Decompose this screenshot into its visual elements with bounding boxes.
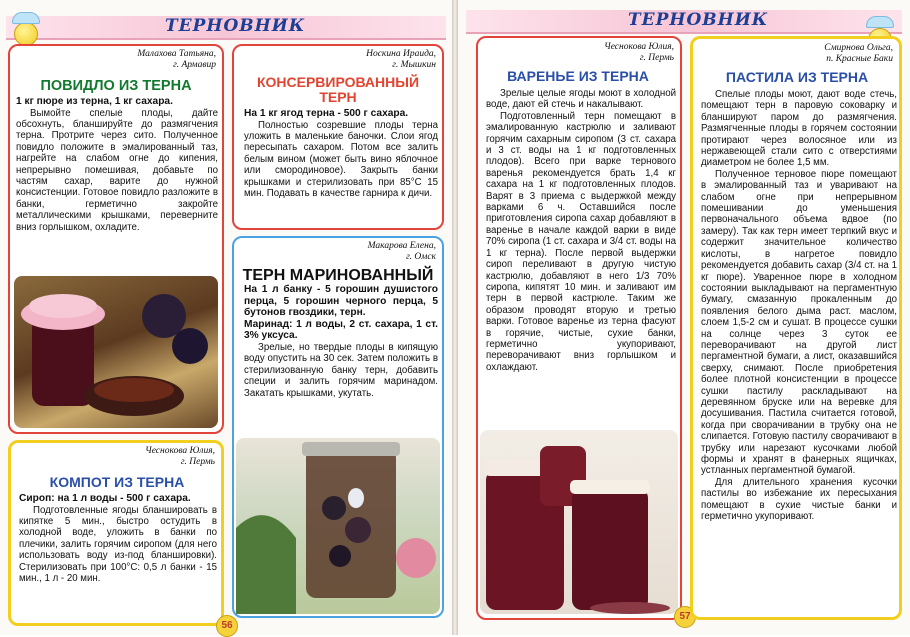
recipe-konservirovanny: [232, 44, 444, 230]
photo-jam-jars: [480, 430, 678, 614]
chef-hat-icon: [12, 12, 40, 24]
smiley-chef-icon: [14, 22, 38, 46]
recipe-text: На 1 кг ягод терна - 500 г сахара. Полностью созревшие плоды терна уложить в маленькие баночки. Слои ягод пересыпать сахаром. Потом все залить белым вином (может быть вино яблочное или смородиновое). Закрыть банки крышками и стерилизовать при 85°С 15 мин. Подавать в качестве гарнира к дичи.: [244, 108, 438, 200]
left-page: [0, 0, 452, 635]
chef-hat-icon: [866, 16, 894, 28]
author: Носкина Ираида, г. Мышкин: [366, 49, 436, 70]
recipe-title: ВАРЕНЬЕ ИЗ ТЕРНА: [507, 68, 649, 84]
photo-jam-jar: [14, 276, 218, 428]
author: Макарова Елена, г. Омск: [367, 241, 436, 262]
pickled-jar-illustration: [236, 438, 440, 614]
photo-pickled-jar: [236, 438, 440, 614]
recipe-title: ПАСТИЛА ИЗ ТЕРНА: [725, 69, 869, 85]
recipe-pastila: [690, 36, 902, 620]
recipe-povidlo: [8, 44, 224, 434]
author: Чеснокова Юлия, г. Пермь: [604, 42, 674, 63]
author: Малахова Татьяна, г. Армавир: [137, 49, 216, 70]
right-page: [458, 0, 910, 635]
author: Смирнова Ольга, п. Красные Баки: [824, 43, 893, 64]
recipe-text: 1 кг пюре из терна, 1 кг сахара. Вымойте спелые плоды, дайте обсохнуть, бланшируйте до размягчения терна. Протрите через сито. Полученное повидло положите в эмалированный таз, нагрейте на слабом огне до кипения, непрерывно помешивая, добавьте по частям сахар, варите до нужной консистенции. Готовое повидло разложите в банки, герметично закройте металлическими крышками, переверните вниз горлышком, охладите.: [16, 96, 218, 233]
recipe-marinovanny: [232, 236, 444, 618]
page-number-left: 56: [216, 615, 238, 637]
page-title: ТЕРНОВНИК: [165, 16, 306, 36]
recipe-title: КОНСЕРВИРОВАННЫЙ ТЕРН: [256, 74, 420, 105]
recipe-varenie: [476, 36, 691, 622]
page-number-right: 57: [674, 606, 696, 628]
jam-jar-illustration: [14, 276, 218, 428]
author: Чеснокова Юлия, г. Пермь: [145, 446, 215, 467]
recipe-title: КОМПОТ ИЗ ТЕРНА: [49, 474, 185, 490]
recipe-text: Сироп: на 1 л воды - 500 г сахара. Подготовленные ягоды бланшировать в кипятке 5 мин., быстро остудить в холодной воде, уложить в банки по плечики, залить горячим сиропом (для него использовать воду из-под бланшировки). Стерилизовать при 100°С: 0,5 л банки - 15 мин., 1 л - 20 мин.: [19, 493, 217, 585]
recipe-title: ПОВИДЛО ИЗ ТЕРНА: [40, 78, 192, 94]
recipe-kompot: [8, 440, 224, 626]
recipe-text: Зрелые целые ягоды моют в холодной воде, дают ей стечь и накалывают. Подготовленный терн помещают в эмалированную кастрюлю и заливают горячим сахарным сиропом (3 ст. сахара и 3 ст. воды на 1 кг подготовленных плодов). Всего при варке тернового варенья рекомендуется брать 1,4 кг сахара на 1 кг подготовленных плодов. Варят в 3 приема с выдержкой между варками 6 ч. Оставшийся после приготовления сиропа сахар добавляют в варенье в начале каждой варки в виде 70% сиропа (1 ст. сахара и 3/4 ст. воды на 1 кг терна). После первой выдержки сироп переливают в другую чистую кастрюлю, добавляют в него 1/3 70% сиропа, кипятят 10 мин. и заливают им терн в первой кастрюле. Таким же образом проводят вторую и третью варки. Готовое варенье из терна фасуют в горячие, чистые, сухие банки, герметично укупоривают, переворачивают вниз горлышком и охлаждают.: [486, 88, 676, 373]
recipe-title: ТЕРН МАРИНОВАННЫЙ: [242, 267, 434, 284]
recipe-text: Спелые плоды моют, дают воде стечь, помещают терн в паровую соковарку и бланшируют паром до размягчения. Размягченные плоды в горячем состоянии протирают через волосяное или из нержавеющей стали сито с отверстиями диаметром не более 1,5 мм. Полученное терновое пюре помещают в эмалированный таз и уваривают на слабом огне при непрерывном помешивании до уменьшения первоначального объема вдвое (по замеру). Так как терн имеет терпкий вкус и содержит значительное количество кислоты, в нагретое повидло рекомендуется добавить сахар (3/4 ст. на 1 кг пюре). Уваренное пюре в холодном состоянии выкладывают на пергаментную бумагу, смазанную прокаленным до появления белого дыма раст. маслом, слоем 1,5-2 см и сушат. В процессе сушки на солнце через 3 суток ее переворачивают на другой лист пергаментной бумаги, а лист, оказавшийся сверху, снимают. После приобретения более плотной консистенции в процессе сушки пастилу раскладывают на деревянном бруске или на веревке для досушивания. Пастила считается готовой, когда при сворачивании в трубку она не слипается. Готовую пастилу сворачивают в трубку или нарезают кусочками любой формы и хранят в фанерных ящичках, устланных пергаментной бумагой. Для длительного хранения кусочки пастилы во избежание их пересыхания помещают в сухие чистые банки и герметично укупоривают.: [701, 89, 897, 523]
jam-jars-illustration: [480, 430, 678, 614]
recipe-text: На 1 л банку - 5 горошин душистого перца, 5 горошин черного перца, 5 бутонов гвоздики, терн. Маринад: 1 л воды, 2 ст. сахара, 1 ст. 3% уксуса. Зрелые, но твердые плоды в кипящую воду опустить на 30 сек. Затем положить в стерилизованную банку терн, добавить специи и залить горячим маринадом. Закатать крышками, укутать.: [244, 284, 438, 399]
page-title: ТЕРНОВНИК: [628, 10, 769, 30]
